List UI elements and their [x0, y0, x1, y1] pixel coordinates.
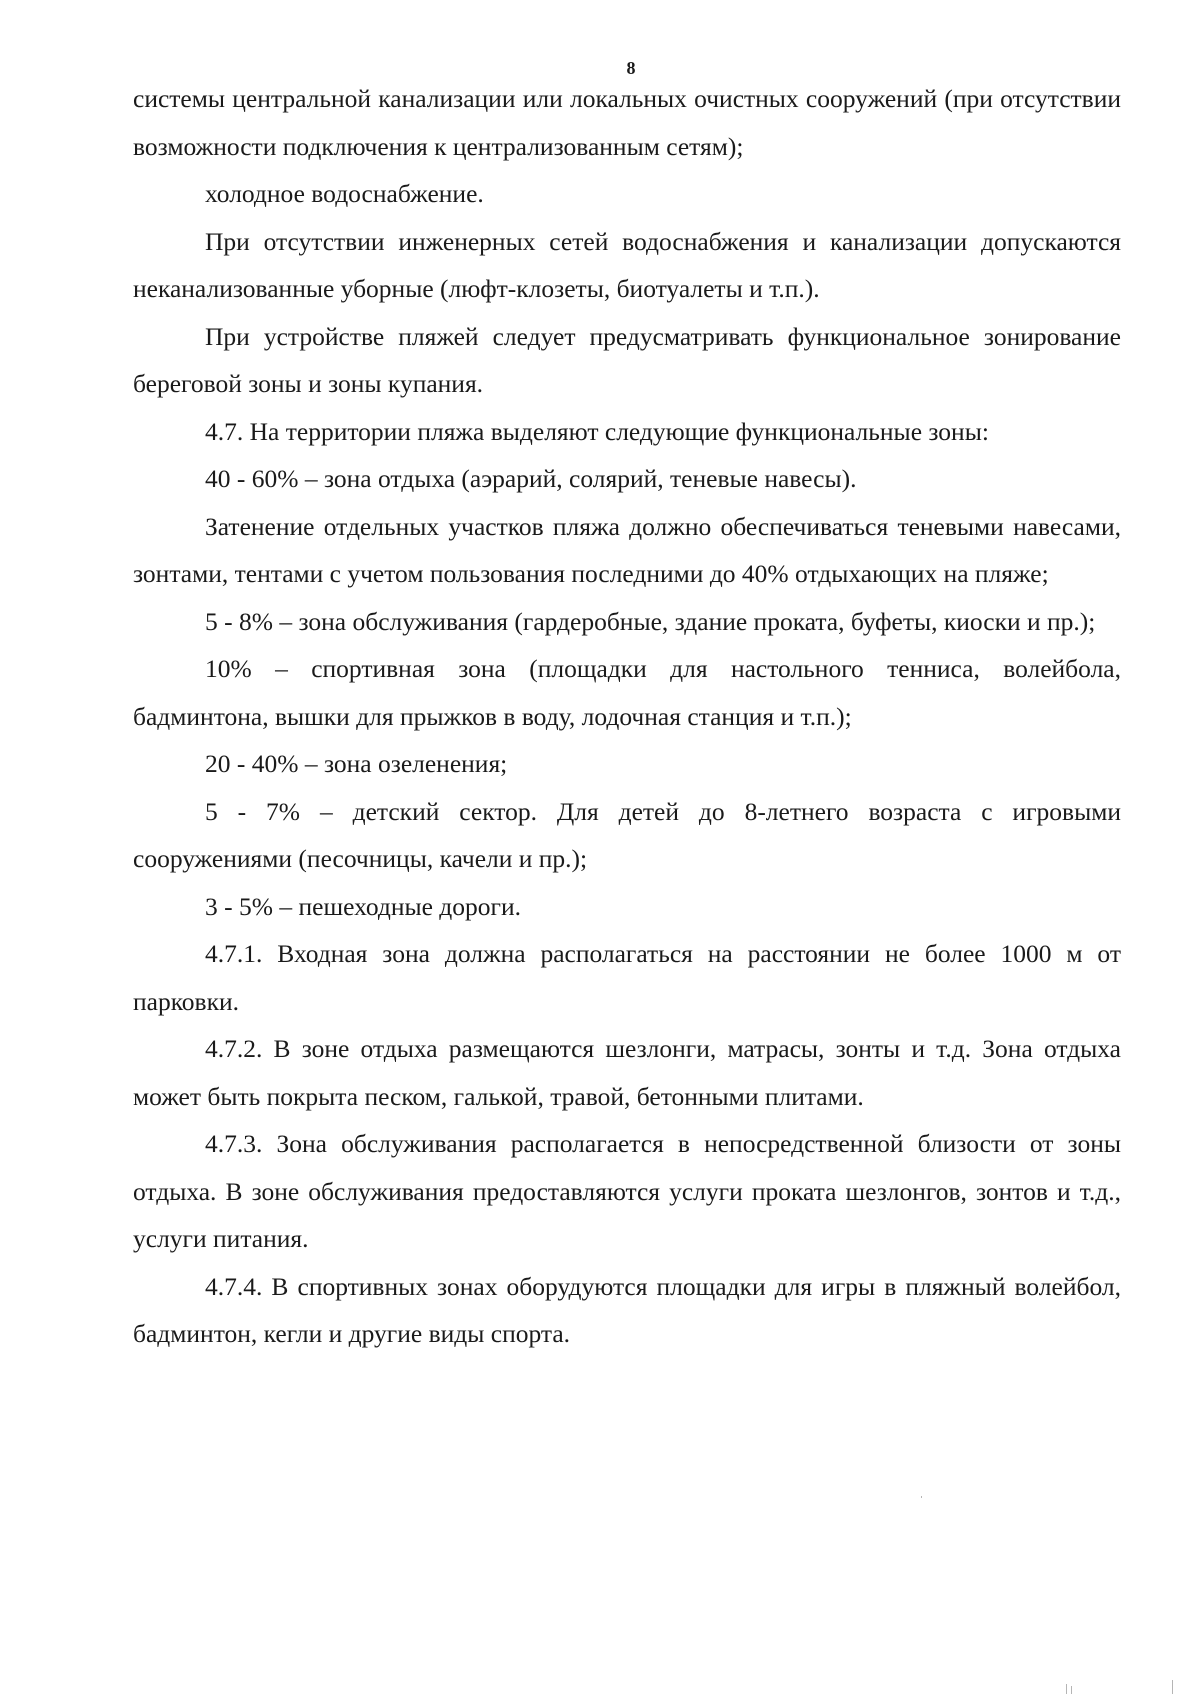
scan-artifact-mark [1172, 1680, 1173, 1694]
paragraph: 10% – спортивная зона (площадки для настольного тенниса, волейбола, бадминтона, вышки для прыжков в воду, лодочная станция и т.п.); [133, 654, 1121, 731]
scan-artifact-mark [1066, 1684, 1067, 1694]
paragraph: 5 - 8% – зона обслуживания (гардеробные, здание проката, буфеты, киоски и пр.); [205, 606, 1096, 636]
page-number: 8 [626, 58, 636, 78]
scan-artifact-mark [921, 1496, 922, 1498]
paragraph: 4.7.2. В зоне отдыха размещаются шезлонги, матрасы, зонты и т.д. Зона отдыха может быть покрыта песком, галькой, травой, бетонными плитами. [133, 1034, 1121, 1111]
document-body [133, 75, 1121, 1358]
paragraph: При отсутствии инженерных сетей водоснабжения и канализации допускаются неканализованные уборные (люфт-клозеты, биотуалеты и т.п.). [133, 226, 1121, 303]
paragraph: При устройстве пляжей следует предусматривать функциональное зонирование береговой зоны и зоны купания. [133, 321, 1121, 398]
paragraph: 40 - 60% – зона отдыха (аэрарий, солярий, теневые навесы). [205, 464, 857, 493]
paragraph: 20 - 40% – зона озеленения; [205, 749, 508, 778]
paragraph: Затенение отдельных участков пляжа должно обеспечиваться теневыми навесами, зонтами, тентами с учетом пользования последними до 40% отдыхающих на пляже; [133, 511, 1121, 588]
paragraph: 4.7.3. Зона обслуживания располагается в непосредственной близости от зоны отдыха. В зоне обслуживания предоставляются услуги проката шезлонгов, зонтов и т.д., услуги питания. [133, 1129, 1121, 1253]
paragraph: 4.7.1. Входная зона должна располагаться на расстоянии не более 1000 м от парковки. [133, 939, 1121, 1016]
paragraph: 4.7. На территории пляжа выделяют следующие функциональные зоны: [205, 416, 989, 446]
paragraph: холодное водоснабжение. [205, 179, 484, 208]
paragraph: 3 - 5% – пешеходные дороги. [205, 891, 522, 921]
paragraph: системы центральной канализации или локальных очистных сооружений (при отсутствии возможности подключения к централизованным сетям); [133, 84, 1121, 161]
paragraph: 5 - 7% – детский сектор. Для детей до 8-летнего возраста с игровыми сооружениями (песочницы, качели и пр.); [133, 796, 1121, 873]
scan-artifact-mark [1071, 1686, 1072, 1694]
paragraph: 4.7.4. В спортивных зонах оборудуются площадки для игры в пляжный волейбол, бадминтон, кегли и другие виды спорта. [133, 1271, 1121, 1348]
